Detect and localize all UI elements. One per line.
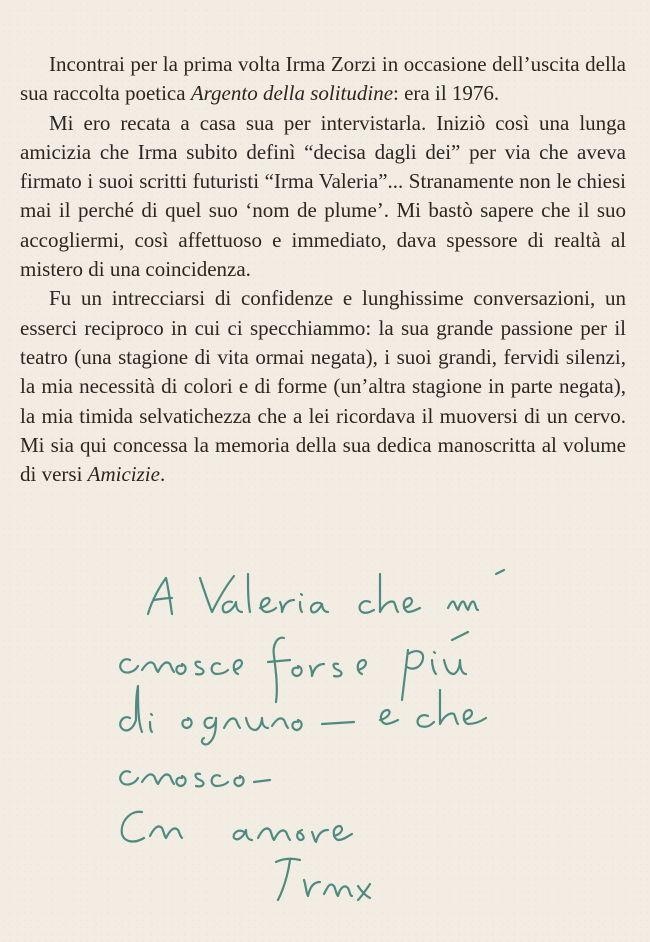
handwriting-line-1 — [148, 570, 504, 614]
paragraph-2 — [20, 109, 626, 285]
paragraph-1 — [20, 50, 626, 109]
handwriting-line-4 — [120, 771, 270, 786]
handwriting-line-5 — [122, 812, 352, 842]
paragraph-3-text: Fu un intrecciarsi di confidenze e lunghissime conversazioni, un esserci reciproco in cui ci specchiammo: la sua grande passione per il teatro (una stagione di vita ormai negata), i suoi grandi, fervidi silenzi, la mia necessità di colori e di forme (un’altra stagione in parte negata), la mia timida selvatichezza che a lei ricordava il muoversi di un cervo. Mi sia qui concessa la memoria della sua dedica manoscritta al volume di versi — [20, 286, 626, 487]
handwriting-signature — [276, 859, 370, 900]
handwritten-dedication — [108, 556, 548, 916]
paragraph-3-end: . — [159, 462, 166, 487]
handwriting-drawing — [108, 556, 548, 916]
paragraph-1-end: : era il 1976. — [393, 81, 500, 106]
paragraph-3 — [20, 284, 626, 489]
paragraph-1-text: Incontrai per la prima volta Irma Zorzi in occasione dell’uscita della sua raccolta poetica — [20, 52, 626, 106]
book-title-amicizie: Amicizie — [87, 462, 160, 487]
paragraph-2-text: Mi ero recata a casa sua per intervistarla. Iniziò così una lunga amicizia che Irma subito definì “decisa dagli dei” per via che aveva firmato i suoi scritti futuristi “Irma Valeria”... Stranamente non le chiesi mai il perché di quel suo ‘nom de plume’. Mi bastò sapere che il suo accogliermi, così affettuoso e immediato, dava spessore di realtà al mistero di una coincidenza. — [20, 110, 626, 282]
body-text — [20, 50, 626, 489]
handwriting-line-2 — [120, 632, 468, 702]
handwriting-line-3 — [120, 686, 486, 744]
book-title-argento: Argento della solitudine — [190, 81, 394, 106]
